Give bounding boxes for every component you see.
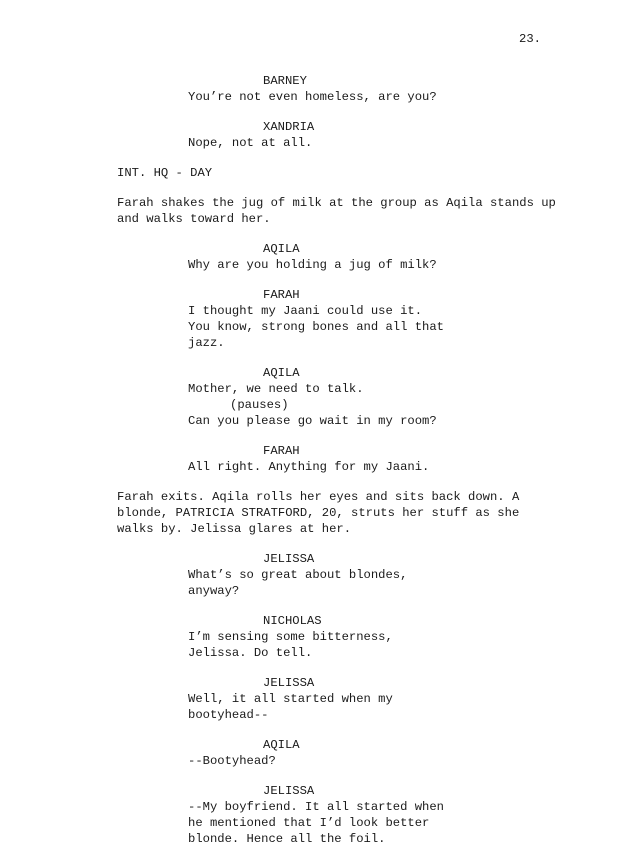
dialogue-line: bootyhead-- bbox=[188, 708, 269, 722]
action-line: walks by. Jelissa glares at her. bbox=[117, 522, 352, 536]
action-line: Farah shakes the jug of milk at the group as Aqila stands up bbox=[117, 196, 556, 210]
dialogue-line: Mother, we need to talk. bbox=[188, 382, 364, 396]
dialogue-line: I’m sensing some bitterness, bbox=[188, 630, 393, 644]
dialogue-line: All right. Anything for my Jaani. bbox=[188, 460, 430, 474]
character-name: XANDRIA bbox=[263, 120, 315, 134]
character-name: AQILA bbox=[263, 366, 300, 380]
action-line: blonde, PATRICIA STRATFORD, 20, struts her stuff as she bbox=[117, 506, 520, 520]
character-name: FARAH bbox=[263, 444, 300, 458]
dialogue-line: --My boyfriend. It all started when bbox=[188, 800, 444, 814]
dialogue-line: Nope, not at all. bbox=[188, 136, 313, 150]
scene-heading: INT. HQ - DAY bbox=[117, 166, 213, 180]
character-name: FARAH bbox=[263, 288, 300, 302]
page-number: 23. bbox=[519, 32, 541, 46]
character-name: JELISSA bbox=[263, 784, 315, 798]
character-name: BARNEY bbox=[263, 74, 307, 88]
dialogue-line: Can you please go wait in my room? bbox=[188, 414, 437, 428]
dialogue-line: anyway? bbox=[188, 584, 240, 598]
dialogue-line: blonde. Hence all the foil. bbox=[188, 832, 386, 846]
dialogue-line: Well, it all started when my bbox=[188, 692, 393, 706]
dialogue-line: I thought my Jaani could use it. bbox=[188, 304, 423, 318]
dialogue-line: Jelissa. Do tell. bbox=[188, 646, 313, 660]
dialogue-line: jazz. bbox=[188, 336, 225, 350]
character-name: JELISSA bbox=[263, 552, 315, 566]
dialogue-line: You’re not even homeless, are you? bbox=[188, 90, 437, 104]
dialogue-line: --Bootyhead? bbox=[188, 754, 276, 768]
dialogue-line: Why are you holding a jug of milk? bbox=[188, 258, 437, 272]
character-name: AQILA bbox=[263, 738, 300, 752]
character-name: JELISSA bbox=[263, 676, 315, 690]
dialogue-line: What’s so great about blondes, bbox=[188, 568, 408, 582]
action-line: and walks toward her. bbox=[117, 212, 271, 226]
character-name: NICHOLAS bbox=[263, 614, 322, 628]
parenthetical: (pauses) bbox=[230, 398, 289, 412]
character-name: AQILA bbox=[263, 242, 300, 256]
action-line: Farah exits. Aqila rolls her eyes and sits back down. A bbox=[117, 490, 520, 504]
dialogue-line: he mentioned that I’d look better bbox=[188, 816, 430, 830]
dialogue-line: You know, strong bones and all that bbox=[188, 320, 444, 334]
